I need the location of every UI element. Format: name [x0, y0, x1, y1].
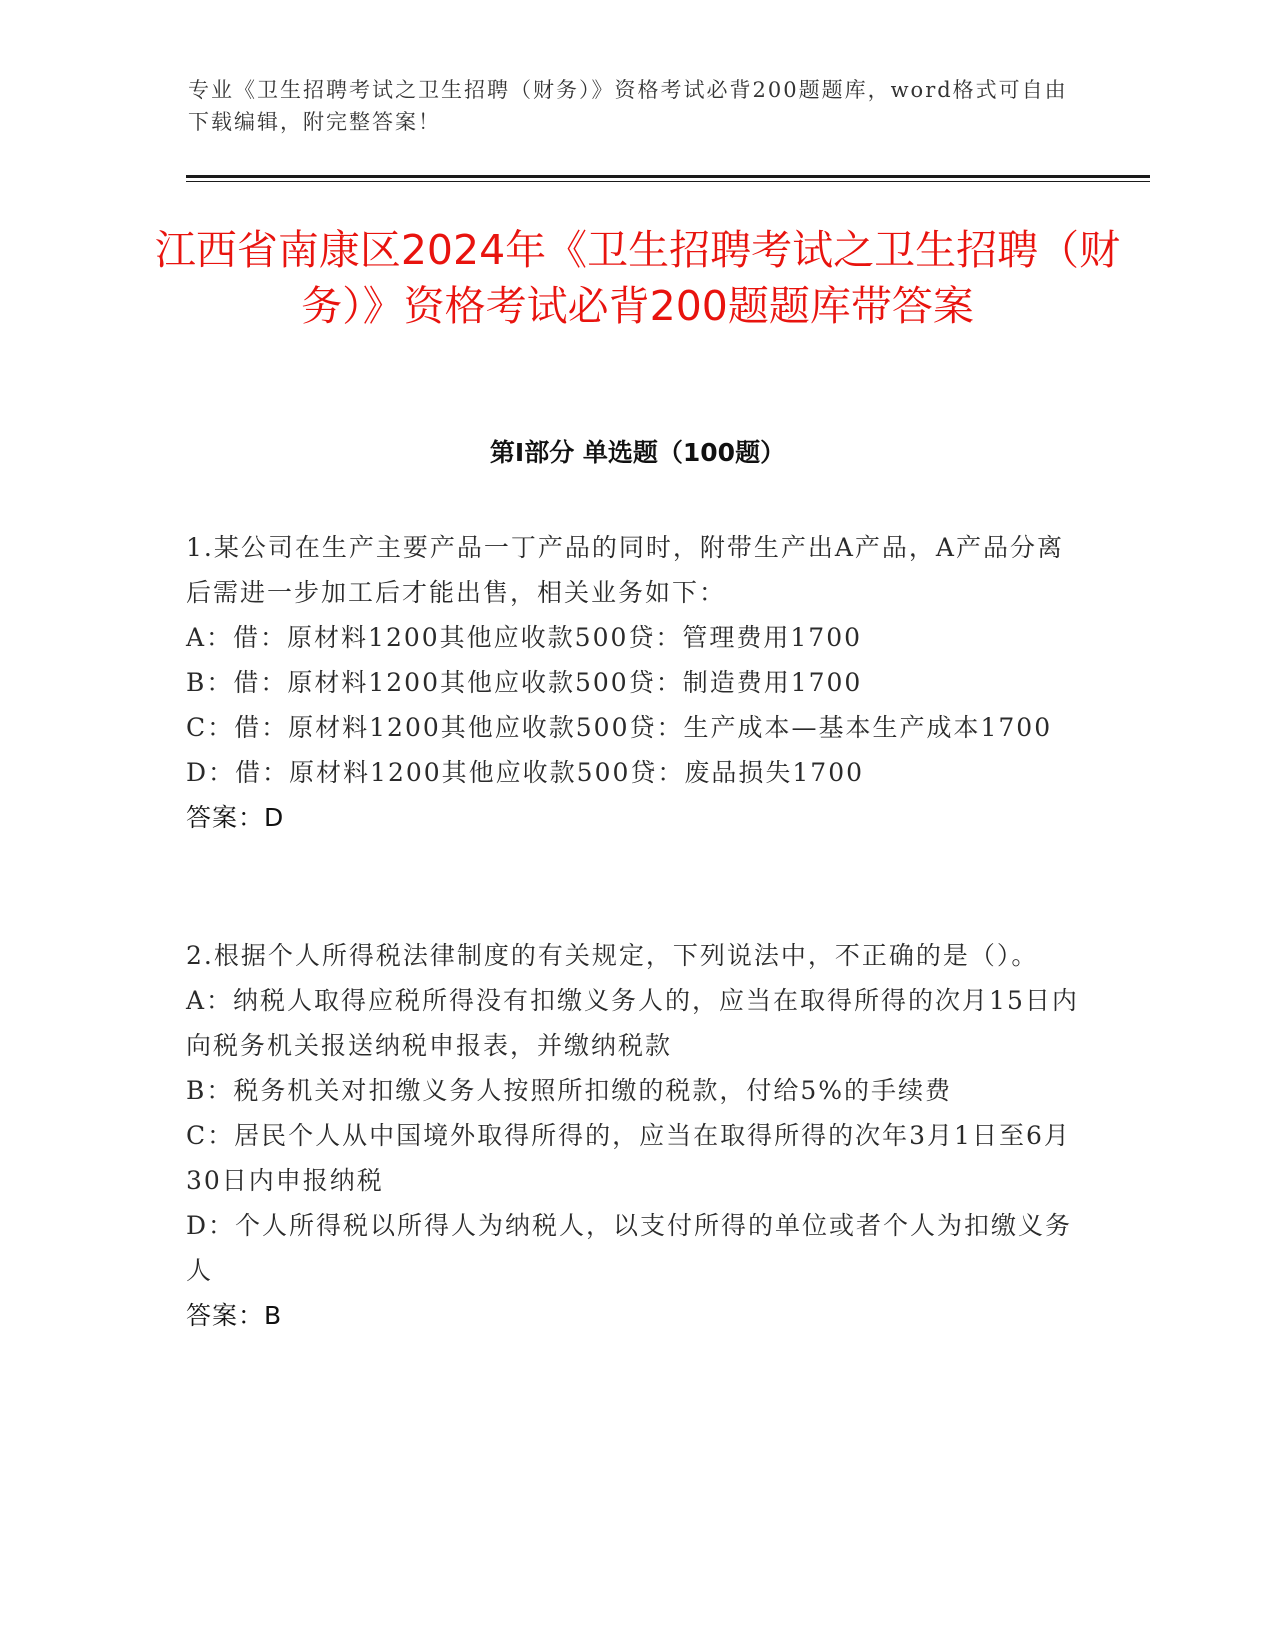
option-a: A：纳税人取得应税所得没有扣缴义务人的，应当在取得所得的次月15日内向税务机关报送纳税申报表，并缴纳税款 [186, 986, 1079, 1060]
answer: 答案：B [186, 1301, 283, 1330]
question-block [186, 525, 1086, 840]
option-d: D：个人所得税以所得人为纳税人，以支付所得的单位或者个人为扣缴义务人 [186, 1211, 1073, 1285]
header-rule-thick [186, 175, 1150, 178]
question-block [186, 933, 1086, 1338]
question-stem: 2.根据个人所得税法律制度的有关规定，下列说法中，不正确的是（）。 [186, 941, 1039, 970]
document-title: 江西省南康区2024年《卫生招聘考试之卫生招聘（财务）》资格考试必背200题题库带答案 [154, 226, 1121, 330]
section-title: 第I部分 单选题（100题） [489, 438, 786, 467]
option-c: C：借：原材料1200其他应收款500贷：生产成本—基本生产成本1700 [186, 713, 1053, 742]
answer: 答案：D [186, 803, 285, 832]
option-a: A：借：原材料1200其他应收款500贷：管理费用1700 [186, 623, 863, 652]
header-rule-thin [186, 181, 1150, 182]
option-b: B：税务机关对扣缴义务人按照所扣缴的税款，付给5%的手续费 [186, 1076, 953, 1105]
question-stem: 1.某公司在生产主要产品一丁产品的同时，附带生产出A产品，A产品分离后需进一步加工后才能出售，相关业务如下： [186, 533, 1064, 607]
option-c: C：居民个人从中国境外取得所得的，应当在取得所得的次年3月1日至6月30日内申报纳税 [186, 1121, 1071, 1195]
header-note: 专业《卫生招聘考试之卫生招聘（财务）》资格考试必背200题题库，word格式可自由下载编辑，附完整答案！ [188, 78, 1068, 134]
option-d: D：借：原材料1200其他应收款500贷：废品损失1700 [186, 758, 865, 787]
option-b: B：借：原材料1200其他应收款500贷：制造费用1700 [186, 668, 863, 697]
